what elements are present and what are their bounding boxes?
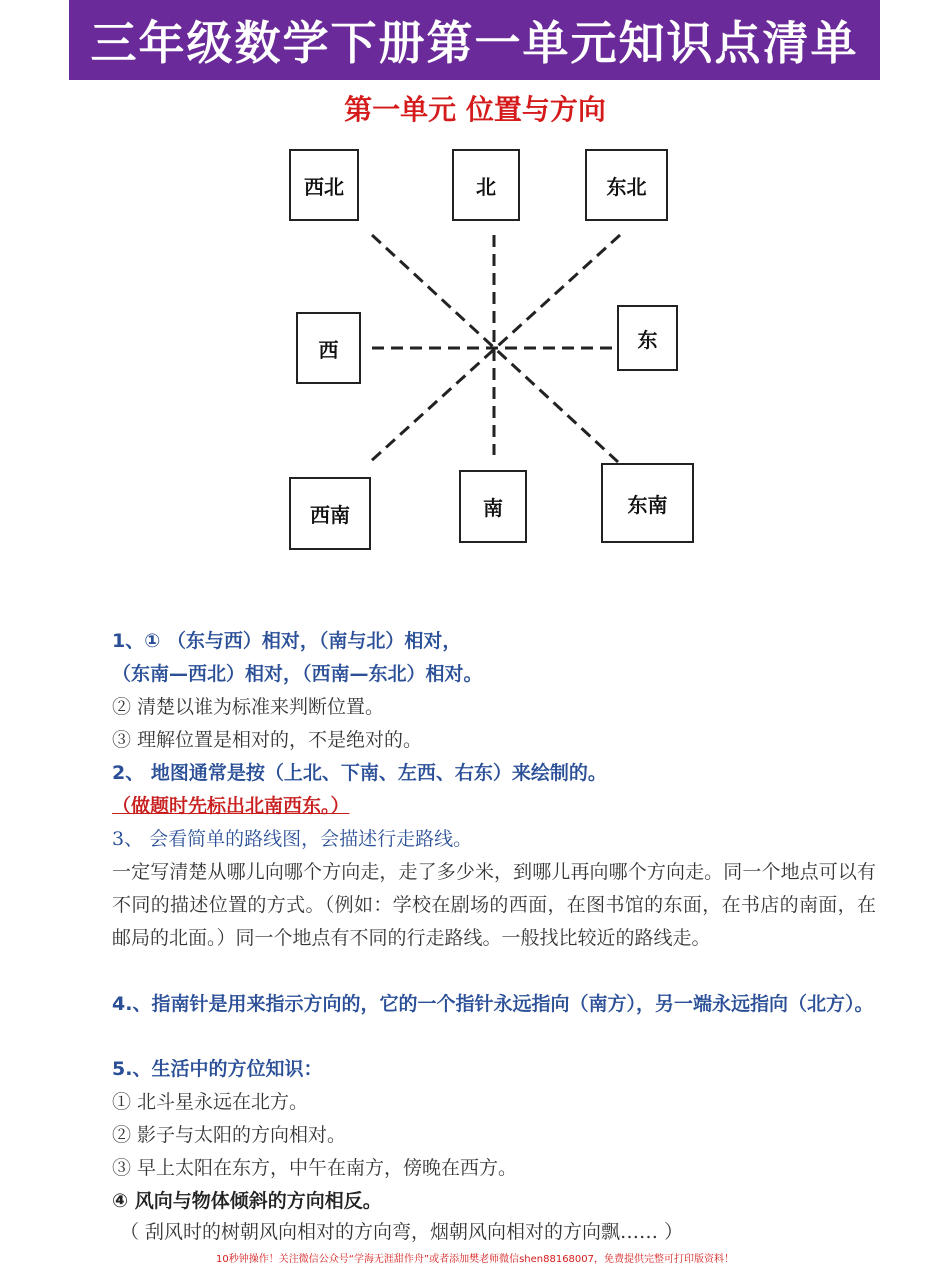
point-5-item-2: ② 影子与太阳的方向相对。 (112, 1124, 347, 1146)
direction-box-northwest: 西北 (289, 149, 359, 221)
direction-box-southeast: 东南 (601, 463, 694, 543)
direction-box-south: 南 (459, 470, 527, 543)
point-3-paragraph: 一定写清楚从哪儿向哪个方向走，走了多少米，到哪儿再向哪个方向走。同一个地点可以有不同的描述位置的方式。（例如：学校在剧场的西面，在图书馆的东面，在书店的南面，在邮局的北面。）同一个地点有不同的行走路线。一般找比较近的路线走。 (112, 861, 876, 949)
point-5-item-4-note: （ 刮风时的树朝风向相对的方向弯，烟朝风向相对的方向飘…… ） (120, 1221, 684, 1243)
direction-box-west: 西 (296, 312, 361, 384)
unit-subtitle: 第一单元 位置与方向 (344, 93, 606, 126)
point-5-item-1: ① 北斗星永远在北方。 (112, 1091, 309, 1113)
point-3-line-1: 3、 会看简单的路线图，会描述行走路线。 (112, 828, 473, 850)
point-5-item-3: ③ 早上太阳在东方，中午在南方，傍晚在西方。 (112, 1157, 518, 1179)
point-5-item-4: ④ 风向与物体倾斜的方向相反。 (112, 1190, 382, 1212)
direction-box-north: 北 (452, 149, 520, 221)
point-5-line-1: 5.、生活中的方位知识： (112, 1058, 323, 1080)
point-2-line-2 (112, 792, 350, 820)
point-1-item-2: ② 清楚以谁为标准来判断位置。 (112, 696, 385, 718)
point-2-red-note: （做题时先标出北南西东。） (112, 795, 350, 817)
direction-box-southwest: 西南 (289, 477, 371, 550)
direction-box-east: 东 (617, 305, 678, 371)
point-2-line-1: 2、 地图通常是按（上北、下南、左西、右东）来绘制的。 (112, 762, 607, 784)
point-1-line-2: （东南—西北）相对，（西南—东北）相对。 (112, 663, 483, 685)
point-1-item-3: ③ 理解位置是相对的，不是绝对的。 (112, 729, 423, 751)
point-4-paragraph: 4.、指南针是用来指示方向的，它的一个指针永远指向（南方），另一端永远指向（北方）。 (112, 993, 874, 1015)
footer-notice: 10秒钟操作！关注微信公众号“学海无涯甜作舟”或者添加樊老师微信shen88168007，免费提供完整可打印版资料！ (215, 1254, 735, 1265)
point-1-line-1: 1、① （东与西）相对，（南与北）相对， (112, 630, 462, 652)
direction-box-northeast: 东北 (585, 149, 668, 221)
page-title: 三年级数学下册第一单元知识点清单 (69, 0, 880, 80)
